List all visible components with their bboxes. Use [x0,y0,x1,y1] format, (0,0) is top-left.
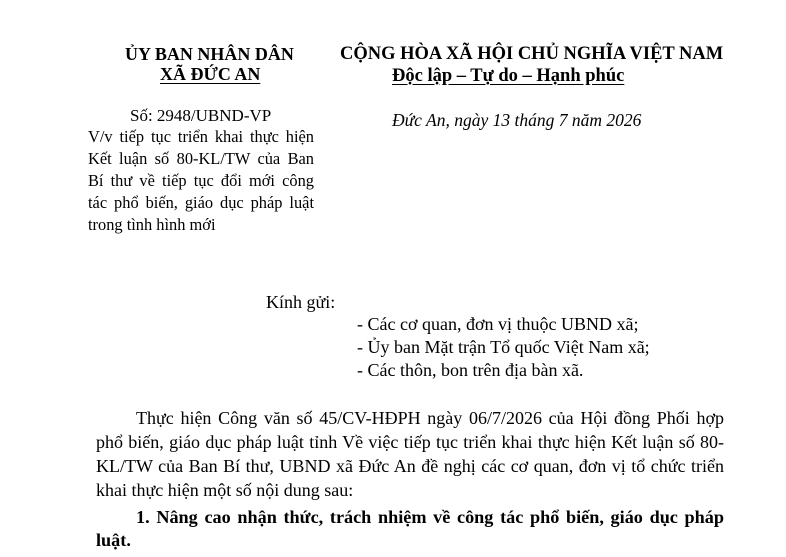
document-number: Số: 2948/UBND-VP [130,106,272,125]
greeting-label: Kính gửi: [266,292,336,312]
section-heading: 1. Nâng cao nhận thức, trách nhiệm về công tác phổ biến, giáo dục pháp luật. [96,507,724,550]
body-paragraph: Thực hiện Công văn số 45/CV-HĐPH ngày 06/7/2026 của Hội đồng Phối hợp phổ biến, giáo dục pháp luật tỉnh Về việc tiếp tục triển khai thực hiện Kết luận số 80-KL/TW của Ban Bí thư, UBND xã Đức An đề nghị các cơ quan, đơn vị tổ chức triển khai thực hiện một số nội dung sau: [96,408,724,500]
issuing-agency-line1: ỦY BAN NHÂN DÂN [125,44,294,64]
document-subject: V/v tiếp tục triển khai thực hiện Kết luận số 80-KL/TW của Ban Bí thư về tiếp tục đổi mới công tác phổ biến, giáo dục pháp luật trong tình hình mới [88,127,314,234]
recipient-item: - Ủy ban Mặt trận Tổ quốc Việt Nam xã; [357,337,650,357]
recipient-item: - Các thôn, bon trên địa bàn xã. [357,360,584,380]
national-title: CỘNG HÒA XÃ HỘI CHỦ NGHĨA VIỆT NAM [340,44,724,64]
national-motto: Độc lập – Tự do – Hạnh phúc [392,66,625,86]
recipient-item: - Các cơ quan, đơn vị thuộc UBND xã; [357,314,639,334]
date-line: Đức An, ngày 13 tháng 7 năm 2026 [392,110,642,130]
issuing-agency-line2: XÃ ĐỨC AN [160,64,261,84]
